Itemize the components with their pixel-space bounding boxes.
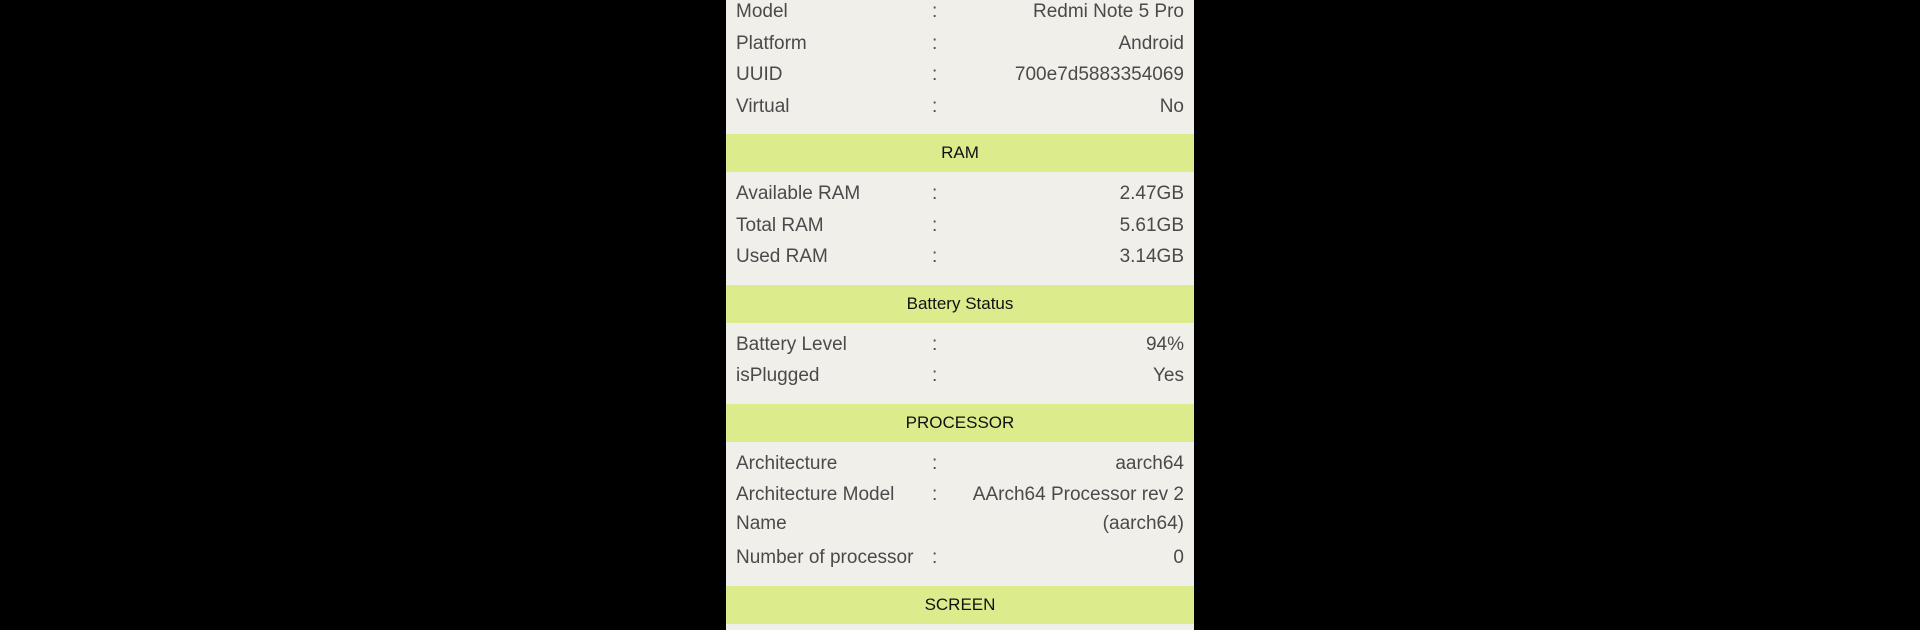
row-label: Virtual: [736, 95, 790, 117]
row-value: Yes: [1153, 365, 1184, 386]
battery-section: [726, 323, 1194, 404]
info-row-platform: [736, 29, 1184, 61]
row-label: Battery Level: [736, 333, 847, 355]
row-label: Architecture: [736, 452, 838, 474]
row-value: Redmi Note 5 Pro: [1032, 1, 1184, 22]
row-label: Architecture Model Name: [736, 484, 895, 534]
device-section: [726, 0, 1194, 123]
info-row-uuid: [736, 60, 1184, 92]
row-separator: :: [932, 1, 938, 22]
row-separator: :: [932, 64, 938, 85]
row-value: 2.47GB: [1119, 183, 1184, 204]
row-separator: :: [932, 214, 938, 236]
section-header-processor: PROCESSOR: [726, 404, 1194, 442]
row-separator: :: [932, 547, 938, 568]
row-value: AArch64 Processor rev 2 (aarch64): [972, 484, 1184, 534]
row-separator: :: [932, 365, 938, 386]
ram-section: [726, 172, 1194, 285]
row-label: Number of processor: [736, 547, 914, 568]
row-label: Total RAM: [736, 214, 824, 236]
row-value: aarch64: [1115, 452, 1184, 474]
row-label: UUID: [736, 64, 783, 85]
info-row-model: [736, 0, 1184, 29]
info-row-available-ram: [736, 179, 1184, 211]
row-label: Used RAM: [736, 246, 828, 267]
row-value: 0: [1173, 547, 1184, 568]
row-value: 5.61GB: [1119, 214, 1184, 236]
row-separator: :: [932, 95, 938, 117]
info-row-used-ram: [736, 242, 1184, 274]
row-label: Model: [736, 1, 788, 22]
processor-section: [726, 442, 1194, 586]
info-row-architecture: [736, 449, 1184, 481]
row-label: Available RAM: [736, 183, 861, 204]
row-separator: :: [932, 183, 938, 204]
row-separator: :: [932, 484, 938, 505]
row-value: 700e7d5883354069: [1014, 64, 1184, 85]
section-header-battery: Battery Status: [726, 285, 1194, 323]
info-row-total-ram: [736, 211, 1184, 243]
info-row-number-of-processor: [736, 543, 1184, 575]
row-label: Platform: [736, 32, 807, 54]
row-separator: :: [932, 333, 938, 355]
info-row-battery-level: [736, 330, 1184, 362]
info-row-virtual: [736, 92, 1184, 124]
row-value: Android: [1118, 32, 1184, 54]
row-value: 94%: [1145, 333, 1184, 355]
row-label: isPlugged: [736, 365, 820, 386]
info-row-architecture-model-name: [736, 480, 1184, 543]
info-row-is-plugged: [736, 361, 1184, 393]
row-separator: :: [932, 32, 938, 54]
row-separator: :: [932, 452, 938, 474]
section-header-ram: RAM: [726, 134, 1194, 172]
row-value: 3.14GB: [1119, 246, 1184, 267]
section-header-screen: SCREEN: [726, 586, 1194, 624]
row-value: No: [1159, 95, 1184, 117]
row-separator: :: [932, 246, 938, 267]
device-info-panel: [726, 0, 1194, 630]
